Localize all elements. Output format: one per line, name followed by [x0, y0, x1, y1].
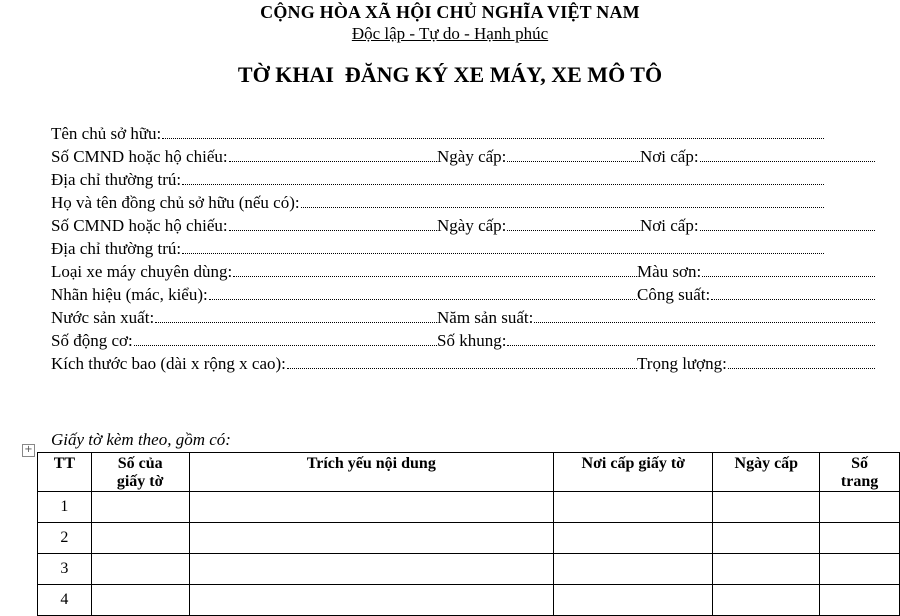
row-number: 2: [38, 523, 92, 554]
col-header-issuer: Nơi cấp giấy tờ: [554, 453, 713, 492]
power-field[interactable]: [637, 281, 875, 305]
co-owner-field[interactable]: [51, 189, 824, 213]
co-issue-place-label: Nơi cấp:: [640, 216, 699, 235]
made-in-field[interactable]: [51, 304, 437, 328]
table-row: [38, 554, 900, 585]
frame-no-field[interactable]: [437, 327, 875, 351]
pages-cell[interactable]: [820, 554, 900, 585]
made-in-label: Nước sản xuất:: [51, 308, 155, 327]
brand-label: Nhãn hiệu (mác, kiểu):: [51, 285, 208, 304]
row-number: 1: [38, 492, 92, 523]
pages-cell[interactable]: [820, 523, 900, 554]
doc-no-cell[interactable]: [91, 523, 189, 554]
pages-cell[interactable]: [820, 492, 900, 523]
issuer-cell[interactable]: [554, 554, 713, 585]
summary-cell[interactable]: [189, 492, 554, 523]
co-owner-label: Họ và tên đồng chủ sở hữu (nếu có):: [51, 193, 300, 212]
table-header-row: [38, 453, 900, 492]
issue-place-label: Nơi cấp:: [640, 147, 699, 166]
col-header-pages-line2: trang: [840, 473, 879, 490]
dimensions-label: Kích thước bao (dài x rộng x cao):: [51, 354, 286, 373]
doc-no-cell[interactable]: [91, 554, 189, 585]
brand-field[interactable]: [51, 281, 637, 305]
pages-cell[interactable]: [820, 585, 900, 616]
owner-name-label: Tên chủ sở hữu:: [51, 124, 162, 143]
issuer-cell[interactable]: [554, 585, 713, 616]
engine-no-label: Số động cơ:: [51, 331, 133, 350]
row-number: 3: [38, 554, 92, 585]
address-label: Địa chỉ thường trú:: [51, 170, 182, 189]
date-cell[interactable]: [713, 554, 820, 585]
col-header-summary: Trích yếu nội dung: [189, 453, 554, 492]
id-number-field[interactable]: [51, 143, 437, 167]
issuer-cell[interactable]: [554, 523, 713, 554]
national-title: CỘNG HÒA XÃ HỘI CHỦ NGHĨA VIỆT NAM: [260, 2, 640, 22]
form-title: TỜ KHAI ĐĂNG KÝ XE MÁY, XE MÔ TÔ: [237, 62, 663, 87]
col-header-pages: [820, 453, 900, 492]
col-header-pages-line1: Số: [851, 455, 869, 472]
col-header-doc-no: [91, 453, 189, 492]
issuer-cell[interactable]: [554, 492, 713, 523]
summary-cell[interactable]: [189, 554, 554, 585]
issue-date-label: Ngày cấp:: [437, 147, 507, 166]
co-issue-place-field[interactable]: [640, 212, 875, 236]
table-row: [38, 523, 900, 554]
attachments-table: [37, 452, 900, 616]
issue-date-field[interactable]: [437, 143, 640, 167]
doc-no-cell[interactable]: [91, 585, 189, 616]
motto-text: Độc lập - Tự do - Hạnh phúc: [351, 24, 549, 43]
summary-cell[interactable]: [189, 523, 554, 554]
co-issue-date-label: Ngày cấp:: [437, 216, 507, 235]
weight-label: Trọng lượng:: [637, 354, 727, 373]
national-motto: [0, 24, 900, 44]
table-row: [38, 492, 900, 523]
col-header-tt: TT: [38, 453, 92, 492]
address-field[interactable]: [51, 166, 824, 190]
date-cell[interactable]: [713, 492, 820, 523]
paint-color-field[interactable]: [637, 258, 875, 282]
paint-color-label: Màu sơn:: [637, 262, 702, 281]
row-number: 4: [38, 585, 92, 616]
id-number-label: Số CMND hoặc hộ chiếu:: [51, 147, 228, 166]
table-row: [38, 585, 900, 616]
date-cell[interactable]: [713, 585, 820, 616]
issue-place-field[interactable]: [640, 143, 875, 167]
year-made-label: Năm sản suất:: [437, 308, 534, 327]
col-header-date: Ngày cấp: [713, 453, 820, 492]
dimensions-field[interactable]: [51, 350, 637, 374]
table-move-handle-icon[interactable]: +: [22, 444, 35, 457]
attachments-label: Giấy tờ kèm theo, gồm có:: [51, 430, 231, 449]
co-issue-date-field[interactable]: [437, 212, 640, 236]
vehicle-type-field[interactable]: [51, 258, 637, 282]
frame-no-label: Số khung:: [437, 331, 507, 350]
owner-name-field[interactable]: [51, 120, 824, 144]
co-address-label: Địa chỉ thường trú:: [51, 239, 182, 258]
engine-no-field[interactable]: [51, 327, 437, 351]
vehicle-type-label: Loại xe máy chuyên dùng:: [51, 262, 233, 281]
co-id-number-field[interactable]: [51, 212, 437, 236]
co-id-number-label: Số CMND hoặc hộ chiếu:: [51, 216, 228, 235]
summary-cell[interactable]: [189, 585, 554, 616]
power-label: Công suất:: [637, 285, 711, 304]
date-cell[interactable]: [713, 523, 820, 554]
col-header-doc-no-line2: giấy tờ: [116, 473, 164, 490]
co-address-field[interactable]: [51, 235, 824, 259]
weight-field[interactable]: [637, 350, 875, 374]
col-header-doc-no-line1: Số của: [117, 455, 163, 472]
doc-no-cell[interactable]: [91, 492, 189, 523]
year-made-field[interactable]: [437, 304, 875, 328]
